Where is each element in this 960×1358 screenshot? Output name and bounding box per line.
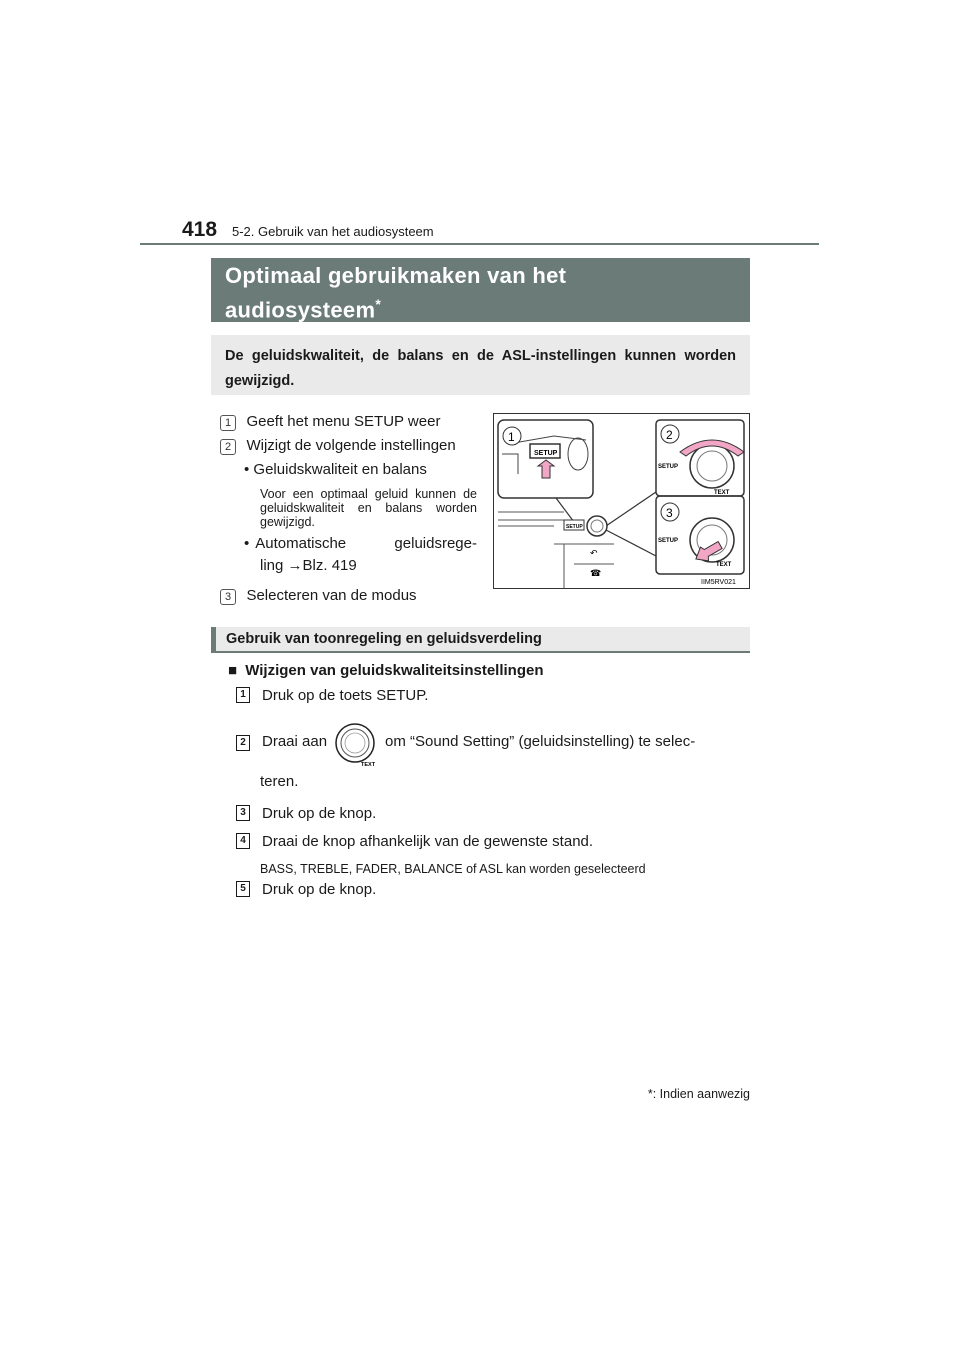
list-item	[220, 437, 485, 461]
callout-3: 3	[666, 506, 673, 520]
knob-rotate-closeup	[656, 420, 744, 496]
item-number: 1	[220, 415, 236, 431]
bullet-text-line1: Automatische geluidsrege-	[255, 535, 477, 552]
list-item	[220, 587, 485, 611]
step-number: 5	[236, 881, 250, 897]
step-text: Draai aan	[262, 733, 328, 750]
svg-text:SETUP: SETUP	[658, 538, 679, 544]
bullet-text: Geluidskwaliteit en balans	[253, 461, 427, 478]
item-text: Geeft het menu SETUP weer	[246, 413, 441, 430]
step-item	[236, 833, 756, 857]
audio-controls-figure	[493, 413, 750, 589]
step-text-line2: teren.	[260, 773, 299, 790]
svg-text:SETUP: SETUP	[658, 464, 679, 470]
svg-text:↶: ↶	[590, 549, 598, 559]
page-title-line1: Optimaal gebruikmaken van het	[225, 263, 567, 288]
item-text: Wijzigt de volgende instellingen	[246, 437, 456, 454]
bullet-note: Voor een optimaal geluid kunnen de geluidskwaliteit en balans worden gewijzigd.	[260, 487, 477, 529]
text-knob-icon	[331, 721, 381, 767]
list-item	[220, 413, 485, 437]
step-text: Druk op de knop.	[262, 881, 377, 898]
section-title: 5-2. Gebruik van het audiosysteem	[232, 224, 434, 239]
bullet-item: • Automatische geluidsrege- ling →Blz. 419	[244, 533, 477, 577]
figure-code: IIM5RV021	[701, 579, 736, 586]
step-item	[236, 687, 756, 721]
feature-list	[220, 413, 485, 611]
item-text: Selecteren van de modus	[246, 587, 417, 604]
step-number: 1	[236, 687, 250, 703]
callout-2: 2	[666, 428, 673, 442]
svg-text:TEXT: TEXT	[361, 762, 376, 767]
setup-panel-closeup	[498, 420, 593, 498]
knob-press-closeup	[656, 496, 744, 574]
svg-text:SETUP: SETUP	[566, 524, 583, 530]
subsection-title: ■ Wijzigen van geluidskwaliteitsinstellingen	[228, 662, 544, 679]
svg-text:☎: ☎	[590, 569, 602, 579]
step-number: 3	[236, 805, 250, 821]
page-title-line2: audiosysteem	[225, 297, 376, 323]
setup-button-label: SETUP	[534, 450, 558, 457]
footnote: *: Indien aanwezig	[647, 1087, 750, 1101]
page-title	[211, 258, 750, 322]
item-number: 3	[220, 589, 236, 605]
square-bullet-icon: ■	[228, 662, 238, 679]
intro-box: De geluidskwaliteit, de balans en de ASL-instellingen kunnen worden gewijzigd.	[211, 335, 750, 395]
step-text: Druk op de knop.	[262, 805, 377, 822]
item-number: 2	[220, 439, 236, 455]
step-text: Draai de knop afhankelijk van de gewenste stand.	[262, 833, 594, 850]
step-number: 2	[236, 735, 250, 751]
audio-controls-illustration	[494, 414, 749, 588]
svg-text:TEXT: TEXT	[716, 562, 732, 568]
step-item	[236, 881, 756, 905]
console-overview	[498, 512, 614, 588]
title-asterisk: *	[375, 296, 382, 312]
step-number: 4	[236, 833, 250, 849]
page-number: 418	[182, 218, 218, 241]
bullet-item: • Geluidskwaliteit en balans	[244, 461, 427, 478]
step-item	[236, 721, 756, 767]
step-text-continued: om “Sound Setting” (geluidsinstelling) te selec-	[385, 733, 696, 750]
subheading: Gebruik van toonregeling en geluidsverdeling	[211, 627, 750, 653]
bullet-text-line2: ling →Blz. 419	[260, 557, 357, 574]
svg-text:TEXT: TEXT	[714, 490, 730, 496]
step-item	[236, 805, 756, 833]
callout-1: 1	[508, 430, 515, 444]
header-divider	[140, 243, 819, 245]
step-text: Druk op de toets SETUP.	[262, 687, 429, 704]
step-note: BASS, TREBLE, FADER, BALANCE of ASL kan worden geselecteerd	[260, 862, 646, 876]
steps-list	[236, 687, 756, 905]
